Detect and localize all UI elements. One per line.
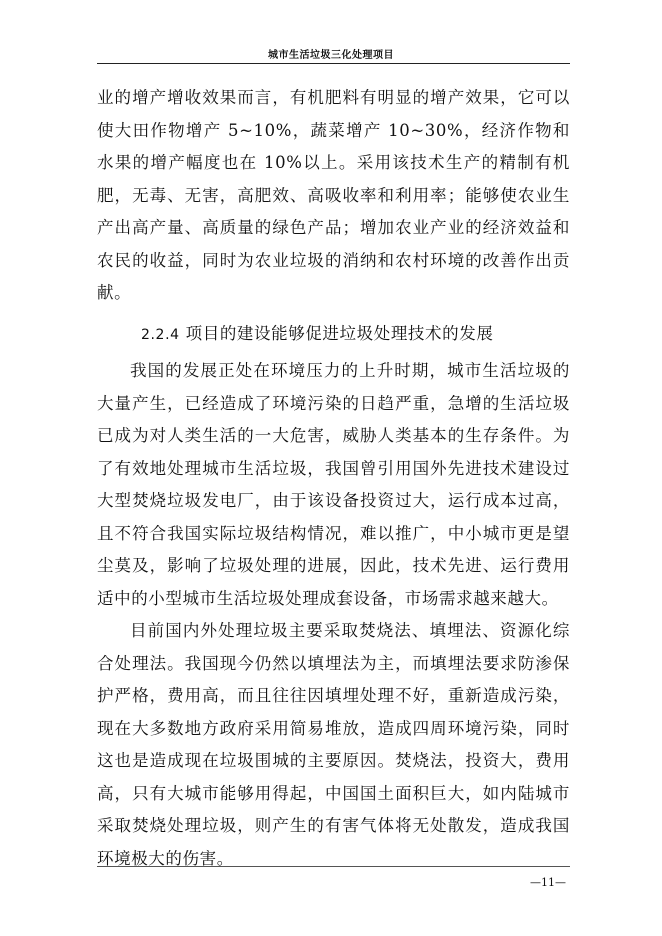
paragraph-development-pressure: 我国的发展正处在环境压力的上升时期，城市生活垃圾的大量产生，已经造成了环境污染的日趋严重，急增的生活垃圾已成为对人类生活的一大危害，威胁人类基本的生存条件。为了有效地处理城市生活垃圾，我国曾引用国外先进技术建设过大型焚烧垃圾发电厂，由于该设备投资过大，运行成本过高，且不符合我国实际垃圾结构情况，难以推广，中小城市更是望尘莫及，影响了垃圾处理的进展，因此，技术先进、运行费用适中的小型城市生活垃圾处理成套设备，市场需求越来越大。 [97, 361, 570, 608]
section-number: 2.2.4 [141, 326, 180, 343]
header-divider [97, 63, 570, 64]
footer-divider [97, 866, 570, 867]
document-body [97, 82, 570, 875]
paragraph-treatment-methods: 目前国内外处理垃圾主要采取焚烧法、填埋法、资源化综合处理法。我国现今仍然以填埋法为主，而填埋法要求防渗保护严格，费用高，而且往往因填埋处理不好，重新造成污染，现在大多数地方政府采用简易堆放，造成四周环境污染，同时这也是造成现在垃圾围城的主要原因。焚烧法，投资大，费用高，只有大城市能够用得起，中国国土面积巨大，如内陆城市采取焚烧处理垃圾，则产生的有害气体将无处散发，造成我国环境极大的伤害。 [97, 621, 570, 868]
section-title: 项目的建设能够促进垃圾处理技术的发展 [185, 323, 494, 343]
section-heading [97, 318, 570, 352]
page-number: —11— [530, 876, 566, 889]
page-header-title: 城市生活垃圾三化处理项目 [268, 50, 394, 61]
paragraph-continuation: 业的增产增收效果而言，有机肥料有明显的增产效果，它可以使大田作物增产 5~10%，蔬菜增产 10~30%，经济作物和水果的增产幅度也在 10%以上。采用该技术生产的精制有机肥，无毒、无害，高肥效、高吸收率和利用率；能够使农业生产出高产量、高质量的绿色产品；增加农业产业的经济效益和农民的收益，同时为农业垃圾的消纳和农村环境的改善作出贡献。 [97, 88, 570, 302]
